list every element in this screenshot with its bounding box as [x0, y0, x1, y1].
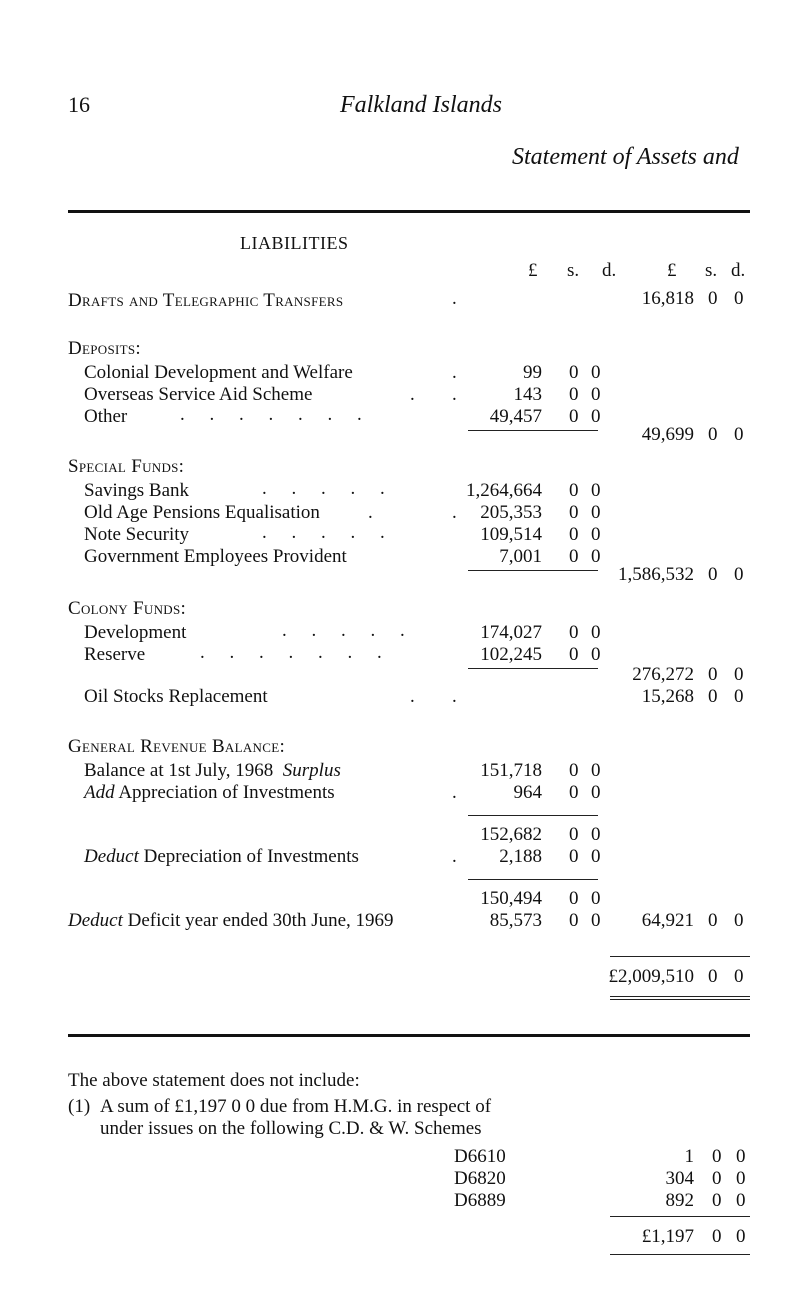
general-revenue-total-pounds: 64,921 [641, 910, 694, 931]
liabilities-title: LIABILITIES [240, 233, 349, 253]
special-funds-total-s: 0 [708, 564, 718, 585]
deposit-d: 0 [591, 362, 601, 383]
section-subhead: Statement of Assets and [512, 144, 739, 170]
grand-total-rule-bottom-2 [610, 999, 750, 1000]
grand-total-s: 0 [708, 966, 718, 987]
special-fund-d: 0 [591, 502, 601, 523]
running-head: Falkland Islands [340, 92, 502, 118]
balance-s: 0 [569, 760, 579, 781]
subtotal-rule [468, 815, 598, 816]
deposit-d: 0 [591, 406, 601, 427]
special-fund-s: 0 [569, 480, 579, 501]
depreciation-pounds: 2,188 [499, 846, 542, 867]
special-fund-label: Government Employees Provident [84, 546, 347, 567]
bottom-rule [68, 1034, 750, 1037]
oil-stocks-total-d: 0 [734, 686, 744, 707]
appreciation-label: Add Appreciation of Investments [84, 782, 335, 803]
depreciation-d: 0 [591, 846, 601, 867]
special-fund-d: 0 [591, 524, 601, 545]
deposit-label: Other [84, 406, 128, 427]
colony-fund-d: 0 [591, 644, 601, 665]
colony-fund-s: 0 [569, 644, 579, 665]
special-fund-s: 0 [569, 524, 579, 545]
deposits-total-d: 0 [734, 424, 744, 445]
leader-dot: . [368, 502, 373, 523]
deficit-d: 0 [591, 910, 601, 931]
colony-fund-label: Development [84, 622, 187, 643]
deposit-label: Overseas Service Aid Scheme [84, 384, 313, 405]
appreciation-s: 0 [569, 782, 579, 803]
leader-dot: . [452, 362, 457, 383]
leader-dots: . . . . . [282, 620, 415, 641]
subtotal-1-pounds: 152,682 [480, 824, 542, 845]
balance-label: Balance at 1st July, 1968 Surplus [84, 760, 341, 781]
note-item-number: (1) [68, 1096, 91, 1117]
scheme-code: D6610 [454, 1146, 506, 1167]
grand-total-rule-top [610, 956, 750, 957]
deposits-total-s: 0 [708, 424, 718, 445]
special-funds-heading: Special Funds: [68, 456, 185, 477]
subtotal-2-s: 0 [569, 888, 579, 909]
deficit-label: Deduct Deficit year ended 30th June, 1969 [68, 910, 394, 931]
scheme-code: D6889 [454, 1190, 506, 1211]
note-total-rule-bottom [610, 1254, 750, 1255]
special-fund-d: 0 [591, 480, 601, 501]
leader-dot: . [452, 686, 457, 707]
note-total-s: 0 [712, 1226, 722, 1247]
special-fund-pounds: 109,514 [480, 524, 542, 545]
oil-stocks-total-pounds: 15,268 [641, 686, 694, 707]
colony-funds-total-pounds: 276,272 [632, 664, 694, 685]
subtotal-rule [468, 668, 598, 669]
special-fund-s: 0 [569, 502, 579, 523]
colony-funds-total-s: 0 [708, 664, 718, 685]
note-total-rule-top [610, 1216, 750, 1217]
colony-fund-s: 0 [569, 622, 579, 643]
subtotal-rule [468, 430, 598, 431]
drafts-total-pounds: 16,818 [641, 288, 694, 309]
appreciation-d: 0 [591, 782, 601, 803]
general-revenue-total-s: 0 [708, 910, 718, 931]
grand-total-rule-bottom-1 [610, 996, 750, 997]
note-total-pounds: £1,197 [641, 1226, 694, 1247]
colony-fund-label: Reserve [84, 644, 146, 665]
deposits-total-pounds: 49,699 [641, 424, 694, 445]
subtotal-2-d: 0 [591, 888, 601, 909]
leader-dot: . [452, 846, 457, 867]
deposit-d: 0 [591, 384, 601, 405]
balance-d: 0 [591, 760, 601, 781]
scheme-d: 0 [736, 1146, 746, 1167]
leader-dot: . [410, 686, 415, 707]
scheme-pounds: 1 [684, 1146, 694, 1167]
scheme-s: 0 [712, 1190, 722, 1211]
oil-stocks-total-s: 0 [708, 686, 718, 707]
leader-dot: . [452, 288, 457, 309]
deposit-s: 0 [569, 406, 579, 427]
col-head-d-1: d. [602, 260, 617, 281]
scheme-s: 0 [712, 1146, 722, 1167]
deposit-pounds: 99 [523, 362, 542, 383]
colony-funds-total-d: 0 [734, 664, 744, 685]
grand-total-d: 0 [734, 966, 744, 987]
deposit-s: 0 [569, 384, 579, 405]
special-fund-label: Savings Bank [84, 480, 190, 501]
note-intro: The above statement does not include: [68, 1070, 360, 1091]
deposit-s: 0 [569, 362, 579, 383]
leader-dots: . . . . . [262, 522, 395, 543]
leader-dot: . [410, 384, 415, 405]
balance-pounds: 151,718 [480, 760, 542, 781]
special-fund-s: 0 [569, 546, 579, 567]
col-head-d-2: d. [731, 260, 746, 281]
note-item-line-1: A sum of £1,197 0 0 due from H.M.G. in respect of [100, 1096, 492, 1117]
leader-dot: . [452, 502, 457, 523]
leader-dot: . [452, 782, 457, 803]
col-head-pound-2: £ [667, 260, 677, 281]
subtotal-2-pounds: 150,494 [480, 888, 542, 909]
special-fund-pounds: 205,353 [480, 502, 542, 523]
general-revenue-heading: General Revenue Balance: [68, 736, 286, 757]
scheme-s: 0 [712, 1168, 722, 1189]
special-fund-pounds: 7,001 [499, 546, 542, 567]
drafts-total-d: 0 [734, 288, 744, 309]
appreciation-pounds: 964 [513, 782, 542, 803]
depreciation-s: 0 [569, 846, 579, 867]
special-funds-total-pounds: 1,586,532 [618, 564, 694, 585]
colony-fund-d: 0 [591, 622, 601, 643]
page-number: 16 [68, 92, 90, 117]
general-revenue-total-d: 0 [734, 910, 744, 931]
drafts-label: Drafts and Telegraphic Transfers [68, 290, 344, 311]
oil-stocks-label: Oil Stocks Replacement [84, 686, 268, 707]
drafts-total-s: 0 [708, 288, 718, 309]
deposit-pounds: 49,457 [489, 406, 542, 427]
subtotal-1-s: 0 [569, 824, 579, 845]
leader-dots: . . . . . . . [180, 404, 372, 425]
col-head-s-1: s. [567, 260, 580, 281]
special-fund-label: Note Security [84, 524, 190, 545]
deposits-heading: Deposits: [68, 338, 141, 359]
special-fund-label: Old Age Pensions Equalisation [84, 502, 320, 523]
subtotal-1-d: 0 [591, 824, 601, 845]
leader-dot: . [452, 384, 457, 405]
col-head-s-2: s. [705, 260, 718, 281]
special-fund-d: 0 [591, 546, 601, 567]
scheme-pounds: 304 [665, 1168, 694, 1189]
leader-dots: . . . . . [262, 478, 395, 499]
deficit-s: 0 [569, 910, 579, 931]
deposit-pounds: 143 [513, 384, 542, 405]
special-fund-pounds: 1,264,664 [466, 480, 542, 501]
top-rule [68, 210, 750, 213]
scheme-pounds: 892 [665, 1190, 694, 1211]
subtotal-rule [468, 879, 598, 880]
note-item-line-2: under issues on the following C.D. & W. Schemes [100, 1118, 482, 1139]
special-funds-total-d: 0 [734, 564, 744, 585]
deficit-pounds: 85,573 [489, 910, 542, 931]
scheme-d: 0 [736, 1168, 746, 1189]
col-head-pound-1: £ [528, 260, 538, 281]
colony-fund-pounds: 102,245 [480, 644, 542, 665]
colony-funds-heading: Colony Funds: [68, 598, 187, 619]
grand-total-pounds: £2,009,510 [608, 966, 694, 987]
note-total-d: 0 [736, 1226, 746, 1247]
colony-fund-pounds: 174,027 [480, 622, 542, 643]
leader-dots: . . . . . . . [200, 642, 392, 663]
scheme-code: D6820 [454, 1168, 506, 1189]
scheme-d: 0 [736, 1190, 746, 1211]
subtotal-rule [468, 570, 598, 571]
depreciation-label: Deduct Depreciation of Investments [84, 846, 359, 867]
deposit-label: Colonial Development and Welfare [84, 362, 353, 383]
